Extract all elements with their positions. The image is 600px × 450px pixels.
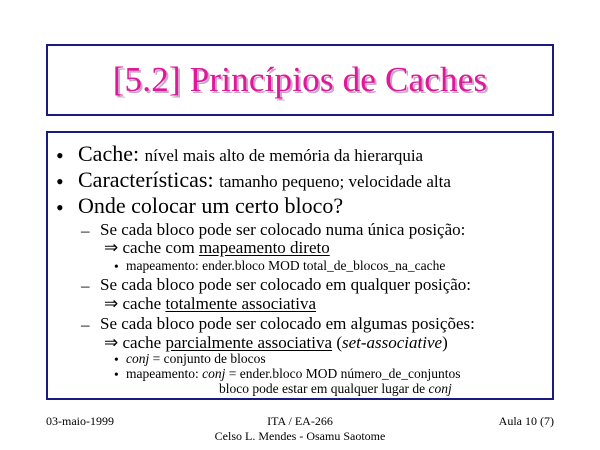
sub-associativa-result: ⇒ cache totalmente associativa bbox=[104, 294, 317, 313]
bullet-cache-head: Cache: bbox=[78, 141, 140, 166]
bullet-caracteristicas bbox=[78, 169, 451, 191]
sub-direto-line: Se cada bloco pode ser colocado numa única posição: bbox=[100, 220, 466, 239]
sub-parcial-result: ⇒ cache parcialmente associativa (set-associative) bbox=[104, 333, 448, 352]
bullet-dot-icon: • bbox=[56, 143, 64, 168]
footer-course: ITA / EA-266 bbox=[267, 414, 333, 428]
slide-title: [5.2] Princípios de Caches bbox=[112, 60, 488, 99]
detail-bloco-qualquer-lugar: bloco pode estar em qualquer lugar de conj bbox=[219, 381, 452, 396]
bullet-dot-icon: • bbox=[56, 169, 64, 194]
bullet-dot-icon: • bbox=[56, 195, 64, 220]
footer-page-number: Aula 10 (7) bbox=[498, 414, 554, 428]
bullet-dot-icon: • bbox=[114, 352, 119, 367]
sub-parcial-line: Se cada bloco pode ser colocado em algumas posições: bbox=[100, 314, 475, 333]
bullet-cache-text: nível mais alto de memória da hierarquia bbox=[144, 146, 424, 165]
dash-icon: – bbox=[81, 276, 90, 295]
slide-title-box bbox=[46, 44, 554, 116]
bullet-cache bbox=[78, 143, 423, 165]
footer-date: 03-maio-1999 bbox=[46, 414, 114, 428]
dash-icon: – bbox=[81, 315, 90, 334]
term-totalmente-associativa: totalmente associativa bbox=[165, 294, 317, 313]
implies-arrow-icon: ⇒ bbox=[104, 294, 119, 313]
slide-content-box bbox=[46, 131, 554, 400]
bullet-caracteristicas-head: Características: bbox=[78, 167, 214, 192]
implies-arrow-icon: ⇒ bbox=[104, 238, 119, 257]
bullet-dot-icon: • bbox=[114, 259, 119, 274]
sub-direto-result: ⇒ cache com mapeamento direto bbox=[104, 238, 330, 257]
footer-authors: Celso L. Mendes - Osamu Saotome bbox=[214, 429, 386, 443]
bullet-dot-icon: • bbox=[114, 367, 119, 382]
dash-icon: – bbox=[81, 221, 90, 240]
sub-associativa-line: Se cada bloco pode ser colocado em qualquer posição: bbox=[100, 275, 472, 294]
bullet-caracteristicas-text: tamanho pequeno; velocidade alta bbox=[219, 172, 451, 191]
detail-mapeamento-conjuntos: mapeamento: conj = ender.bloco MOD número_de_conjuntos bbox=[126, 366, 461, 381]
detail-conj-definicao: conj = conjunto de blocos bbox=[126, 351, 266, 366]
implies-arrow-icon: ⇒ bbox=[104, 333, 119, 352]
term-mapeamento-direto: mapeamento direto bbox=[198, 238, 330, 257]
detail-mapeamento-direto: mapeamento: ender.bloco MOD total_de_blocos_na_cache bbox=[126, 258, 446, 273]
term-parcialmente-associativa: parcialmente associativa bbox=[165, 333, 333, 352]
term-set-associative: set-associative bbox=[341, 333, 443, 352]
bullet-onde-colocar: Onde colocar um certo bloco? bbox=[78, 193, 344, 218]
